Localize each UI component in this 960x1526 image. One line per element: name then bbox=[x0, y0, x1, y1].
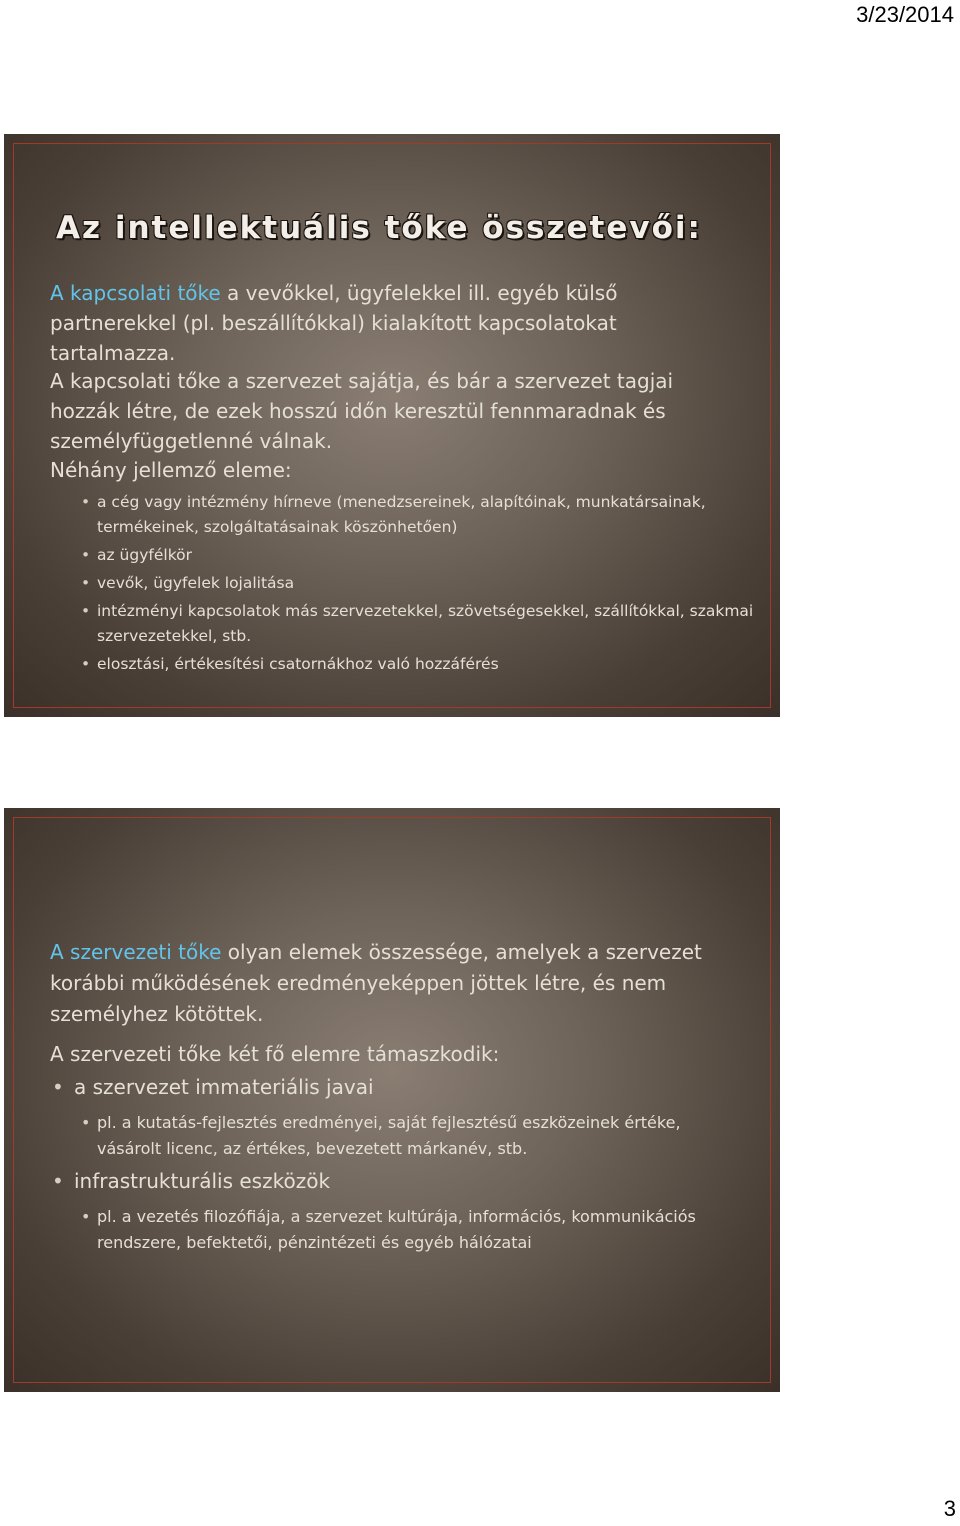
page-date: 3/23/2014 bbox=[856, 2, 954, 27]
paragraph-text: olyan elemek összessége, amelyek a szervezet korábbi működésének eredményeképpen jöttek létre, és nem személyhez kötöttek. bbox=[50, 940, 702, 1026]
list-item: • elosztási, értékesítési csatornákhoz való hozzáférés bbox=[97, 652, 757, 677]
paragraph-text: a vevőkkel, ügyfelekkel ill. egyéb külső partnerekkel (pl. beszállítókkal) kialakított kapcsolatokat tartalmazza. bbox=[50, 281, 618, 365]
list-item-infrastructure: • infrastrukturális eszközök bbox=[74, 1169, 330, 1193]
list-subitem: • pl. a kutatás-fejlesztés eredményei, saját fejlesztésű eszközeinek értéke, vásárolt licenc, az értékes, bevezetett márkanév, stb. bbox=[97, 1110, 737, 1162]
paragraph-elements-intro: Néhány jellemző eleme: bbox=[50, 458, 292, 482]
accent-term: A kapcsolati tőke bbox=[50, 281, 221, 305]
list-item: • intézményi kapcsolatok más szervezetekkel, szövetségesekkel, szállítókkal, szakmai szervezetekkel, stb. bbox=[97, 599, 757, 649]
list-item: • a cég vagy intézmény hírneve (menedzsereinek, alapítóinak, munkatársainak, termékeinek, szolgáltatásainak köszönhetően) bbox=[97, 490, 757, 540]
paragraph-organizational-capital bbox=[50, 937, 740, 1030]
slide-2 bbox=[4, 808, 780, 1392]
slide-1 bbox=[4, 134, 780, 717]
paragraph-ownership: A kapcsolati tőke a szervezet sajátja, és bár a szervezet tagjai hozzák létre, de ezek hosszú időn keresztül fennmaradnak és személyfüggetlenné válnak. bbox=[50, 369, 674, 453]
list-item: • az ügyfélkör bbox=[97, 543, 757, 568]
list-item: • vevők, ügyfelek lojalitása bbox=[97, 571, 757, 596]
slide-frame bbox=[13, 817, 771, 1383]
slide-title: Az intellektuális tőke összetevői: bbox=[56, 210, 702, 246]
paragraph-two-elements: A szervezeti tőke két fő elemre támaszkodik: bbox=[50, 1042, 500, 1066]
page-number: 3 bbox=[943, 1496, 956, 1521]
list-item-intangibles: • a szervezet immateriális javai bbox=[74, 1075, 374, 1099]
list-subitem: • pl. a vezetés filozófiája, a szervezet kultúrája, információs, kommunikációs rendszere, befektetői, pénzintézeti és egyéb hálózatai bbox=[97, 1204, 737, 1256]
accent-term: A szervezeti tőke bbox=[50, 940, 222, 964]
bullet-list bbox=[97, 490, 757, 680]
paragraph-relational-capital bbox=[50, 278, 740, 368]
